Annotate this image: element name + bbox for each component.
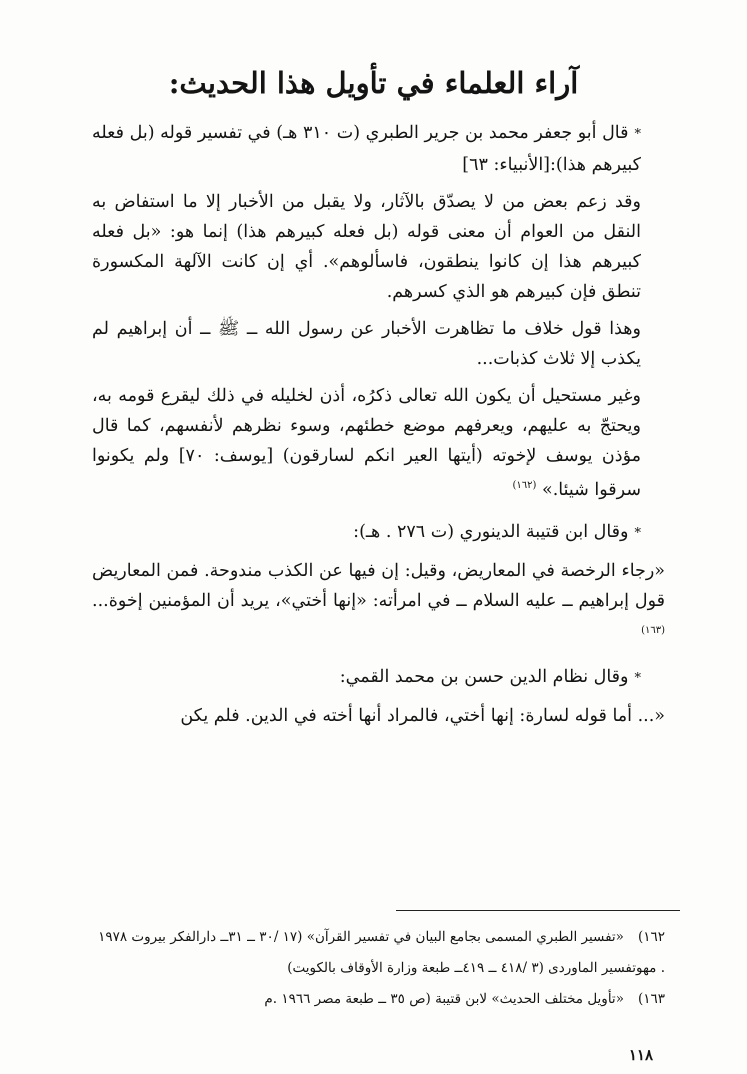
footnotes bbox=[92, 922, 665, 1015]
paragraph bbox=[92, 118, 665, 180]
page-number: ١١٨ bbox=[628, 1046, 653, 1064]
paragraph bbox=[92, 556, 665, 650]
footnote-number: ١٦٢) bbox=[637, 929, 665, 945]
footnote-text: «تفسير الطبري المسمى بجامع البيان في تفسير القرآن» (١٧ /٣٠ ــ ٣١ــ دارالفكر بيروت ١٩٧٨ . مهوتفسير الماوردى (٣ /٤١٨ ــ ٤١٩ــ طبعة وزارة الأوقاف بالكويت) bbox=[98, 929, 665, 976]
footnote-divider bbox=[396, 910, 680, 911]
footnote-text: «تأويل مختلف الحديث» لابن قتيبة (ص ٣٥ ــ طبعة مصر ١٩٦٦ .م bbox=[264, 991, 624, 1007]
paragraph-text: وقال ابن قتيبة الدينوري (ت ٢٧٦ . هـ): bbox=[353, 521, 629, 542]
paragraph-text: وغير مستحيل أن يكون الله تعالى ذكرُه، أذن لخليله في ذلك ليقرع قومه به، ويحتجّ به عليهم، ويعرفهم موضع خطئهم، وسوء نظرهم لأنفسهم، كما قال مؤذن يوسف لإخوته (أيتها العير انكم لسارقون) [يوسف: ٧٠] ولم يكونوا سرقوا شيئا.» bbox=[92, 386, 641, 500]
footnote-number: ١٦٣) bbox=[637, 991, 665, 1007]
paragraph-text: «... أما قوله لسارة: إنها أختي، فالمراد أنها أخته في الدين. فلم يكن bbox=[180, 705, 665, 726]
paragraph bbox=[92, 381, 665, 505]
footnote bbox=[92, 922, 665, 984]
paragraph bbox=[92, 314, 665, 374]
bullet-star: * bbox=[634, 127, 642, 142]
footnote-ref: (١٦٣) bbox=[641, 624, 665, 636]
paragraph-text: وقال نظام الدين حسن بن محمد القمي: bbox=[339, 666, 629, 687]
paragraph bbox=[92, 701, 665, 731]
section-title: آراء العلماء في تأويل هذا الحديث: bbox=[168, 66, 579, 100]
paragraph bbox=[92, 187, 665, 307]
paragraph bbox=[92, 662, 665, 694]
main-text bbox=[92, 118, 665, 738]
paragraph-text: وقد زعم بعض من لا يصدّق بالآثار، ولا يقبل من الأخبار إلا ما استفاض به النقل من العوام أن معنى قوله (بل فعله كبيرهم هذا) إنما هو: «بل فعله كبيرهم هذا إن كانوا ينطقون، فاسألوهم». أي إن كانت الآلهة المكسورة تنطق فإن كبيرهم هو الذي كسرهم. bbox=[92, 192, 641, 302]
footnote-ref: (١٦٢) bbox=[512, 480, 537, 491]
paragraph bbox=[92, 517, 665, 549]
paragraph-text: قال أبو جعفر محمد بن جرير الطبري (ت ٣١٠ هـ) في تفسير قوله (بل فعله كبيرهم هذا):[الأنبياء: ٦٣] bbox=[92, 123, 641, 175]
bullet-star: * bbox=[634, 670, 641, 686]
bullet-star: * bbox=[634, 525, 641, 541]
footnote bbox=[92, 984, 665, 1015]
paragraph-text: وهذا قول خلاف ما تظاهرت الأخبار عن رسول الله ــ ﷺ ــ أن إبراهيم لم يكذب إلا ثلاث كذبات... bbox=[92, 319, 641, 369]
paragraph-text: «رجاء الرخصة في المعاريض، وقيل: إن فيها عن الكذب مندوحة. فمن المعاريض قول إبراهيم ــ عليه السلام ــ في امرأته: «إنها أختي»، يريد أن المؤمنين إخوة... bbox=[92, 560, 665, 611]
